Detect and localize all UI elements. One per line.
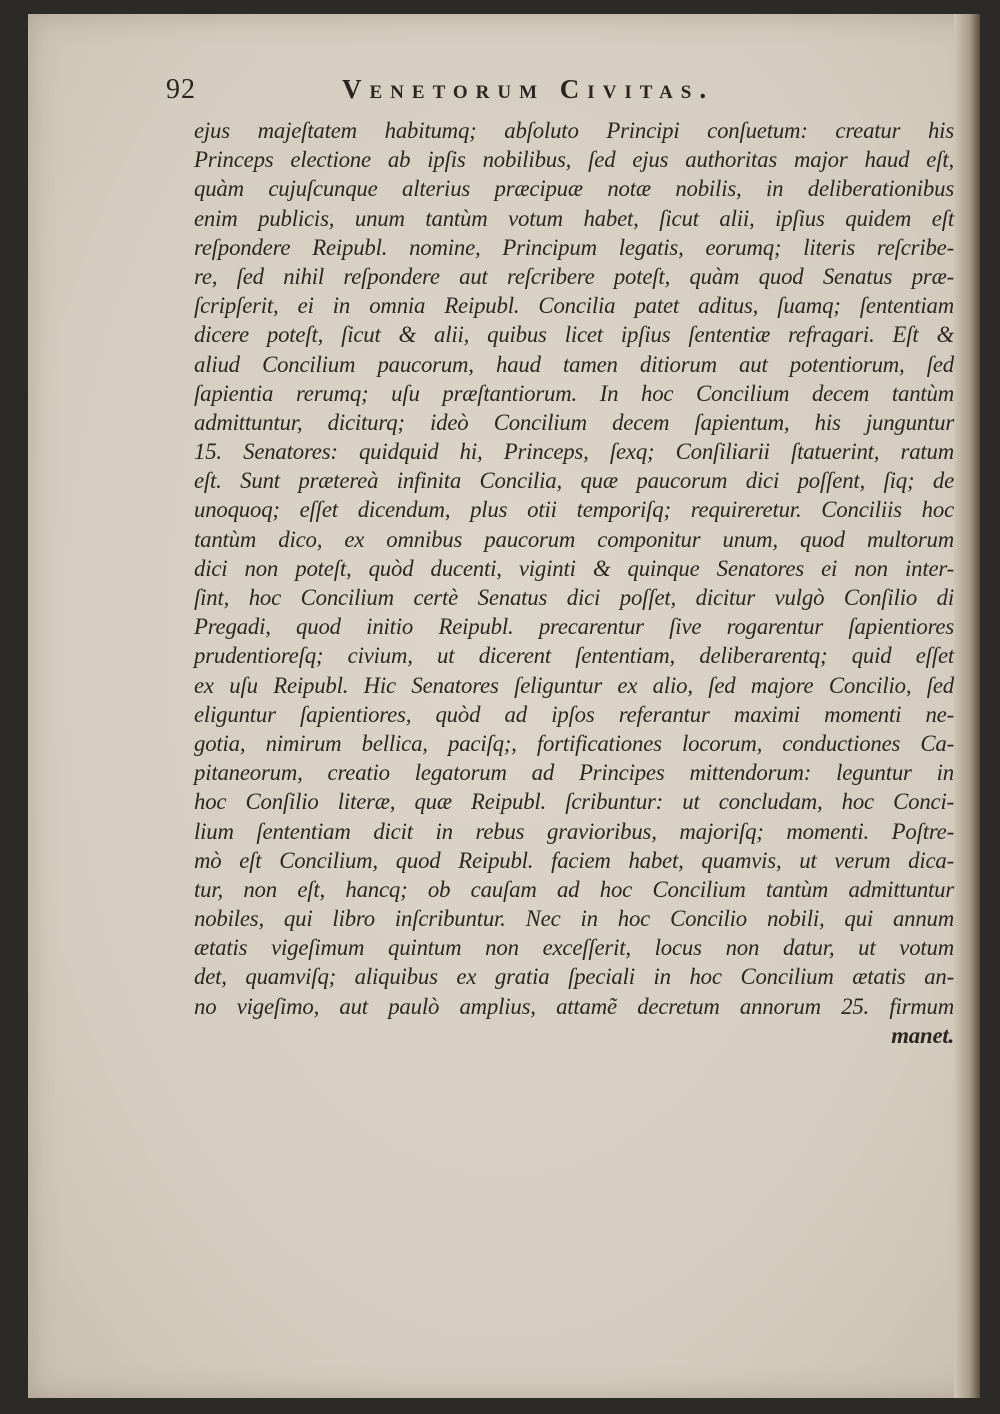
running-head: Venetorum Civitas. [342,74,715,104]
page-gutter-shadow [954,14,980,1398]
text-line: re, ſed nihil reſpondere aut reſcribere poteſt, quàm quod Senatus præ- [194,263,954,289]
text-line: enim publicis, unum tantùm votum habet, ſicut alii, ipſius quidem eſt [194,205,954,231]
page-number: 92 [166,74,196,105]
text-line: Pregadi, quod initio Reipubl. precarentur ſive rogarentur ſapientiores [194,614,954,640]
text-line: reſpondere Reipubl. nomine, Principum legatis, eorumq; literis reſcribe- [194,234,954,260]
text-line: ejus majeſtatem habitumq; abſoluto Principi conſuetum: creatur his [194,118,954,143]
text-line: tantùm dico, ex omnibus paucorum componitur unum, quod multorum [194,526,954,552]
text-line: no vigeſimo, aut paulò amplius, attamẽ decretum annorum 25. firmum [194,993,954,1019]
text-line: admittuntur, diciturq; ideò Concilium decem ſapientum, his junguntur [194,409,954,435]
text-line: hoc Conſilio literæ, quæ Reipubl. ſcribuntur: ut concludam, hoc Conci- [194,789,954,815]
text-line: ætatis vigeſimum quintum non exceſſerit, locus non datur, ut votum [194,935,954,961]
text-line-final: manet. [891,1022,954,1048]
text-line: dicere poteſt, ſicut & alii, quibus licet ipſius ſententiæ refragari. Eſt & [194,322,954,348]
text-line: dici non poteſt, quòd ducenti, viginti & quinque Senatores ei non inter- [194,555,954,581]
text-line: det, quamviſq; aliquibus ex gratia ſpeciali in hoc Concilium ætatis an- [194,964,954,990]
text-line: 15. Senatores: quidquid hi, Princeps, ſexq; Conſiliarii ſtatuerint, ratum [194,439,954,465]
text-line: ſint, hoc Concilium certè Senatus dici poſſet, dicitur vulgò Conſilio di [194,585,954,610]
text-line: prudentioreſq; civium, ut dicerent ſententiam, deliberarentq; quid eſſet [194,643,954,669]
text-line: Princeps electione ab ipſis nobilibus, ſed ejus authoritas major haud eſt, [194,147,954,173]
text-line: gotia, nimirum bellica, paciſq;, fortificationes locorum, conductiones Ca- [194,730,954,756]
text-line: quàm cujuſcunque alterius præcipuæ notæ nobilis, in deliberationibus [194,176,954,202]
text-line: tur, non eſt, hancq; ob cauſam ad hoc Concilium tantùm admittuntur [194,876,954,902]
text-line: nobiles, qui libro inſcribuntur. Nec in hoc Concilio nobili, qui annum [194,906,954,932]
text-line: ſcripſerit, ei in omnia Reipubl. Concilia patet aditus, ſuamq; ſententiam [194,293,954,319]
text-line: unoquoq; eſſet dicendum, plus otii temporiſq; requireretur. Conciliis hoc [194,497,954,523]
text-line: lium ſententiam dicit in rebus gravioribus, majoriſq; momenti. Poſtre- [194,818,954,844]
text-line: eliguntur ſapientiores, quòd ad ipſos referantur maximi momenti ne- [194,701,954,727]
text-line: ex uſu Reipubl. Hic Senatores ſeliguntur ex alio, ſed majore Concilio, ſed [194,672,954,698]
text-line: mò eſt Concilium, quod Reipubl. faciem habet, quamvis, ut verum dica- [194,847,954,873]
text-line: eſt. Sunt prætereà infinita Concilia, quæ paucorum dici poſſent, ſiq; de [194,468,954,494]
text-line: pitaneorum, creatio legatorum ad Principes mittendorum: leguntur in [194,760,954,786]
page-header [166,74,786,114]
body-text [194,116,954,1050]
text-line: aliud Concilium paucorum, haud tamen ditiorum aut potentiorum, ſed [194,351,954,377]
text-line: ſapientia rerumq; uſu præſtantiorum. In hoc Concilium decem tantùm [194,380,954,406]
